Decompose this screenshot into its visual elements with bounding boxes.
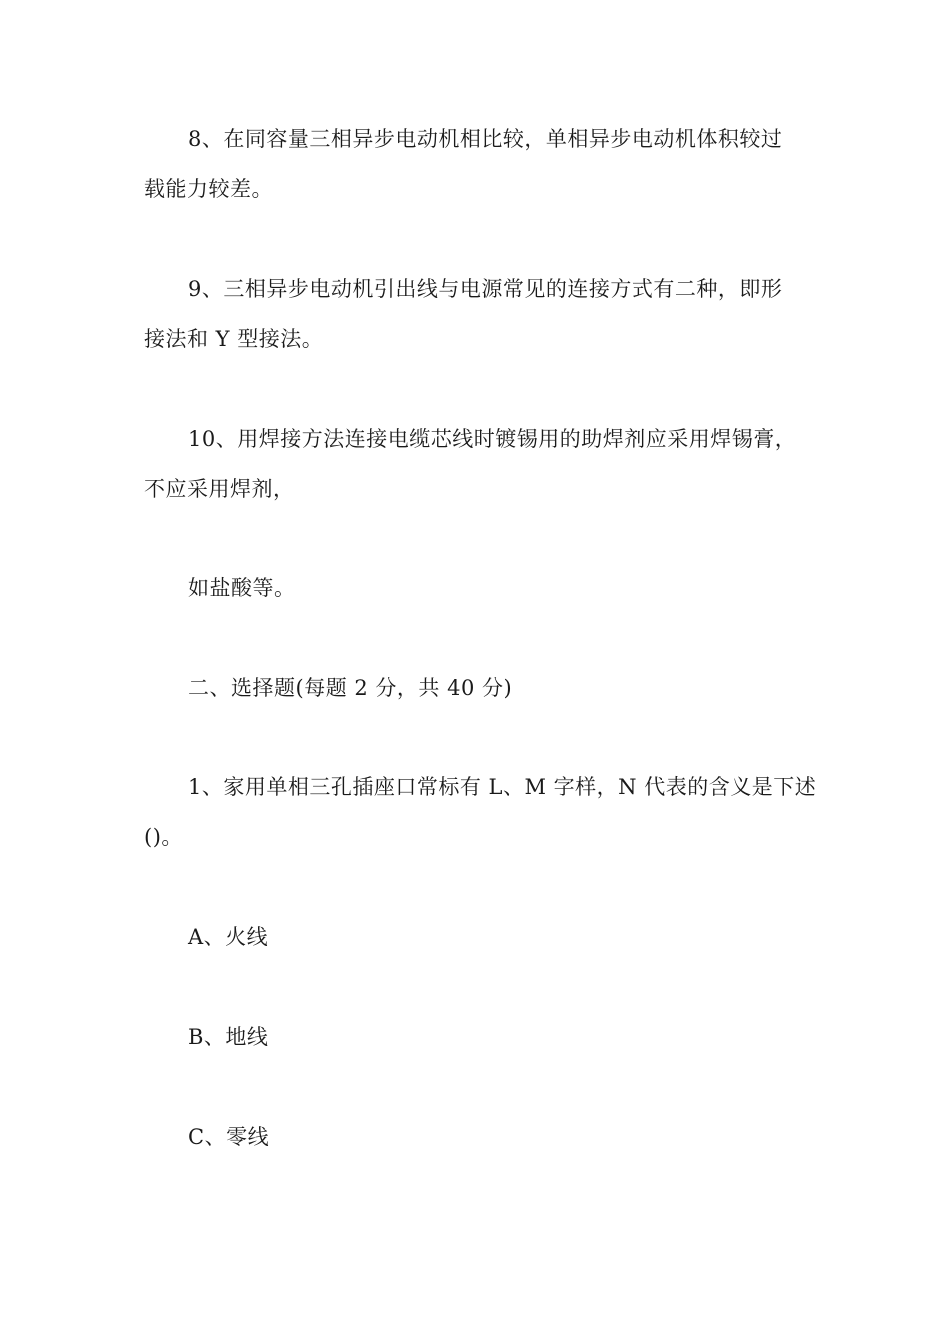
- option-a: A、火线: [188, 925, 269, 949]
- section-heading: 二、选择题(每题 2 分，共 40 分): [188, 676, 513, 700]
- q10-line-1: 10、用焊接方法连接电缆芯线时镀锡用的助焊剂应采用焊锡膏，: [188, 427, 797, 451]
- q8-line-2: 载能力较差。: [144, 177, 273, 201]
- mc1-question-line-2: ()。: [144, 825, 183, 849]
- option-b: B、地线: [188, 1025, 269, 1049]
- q9-line-2: 接法和 Y 型接法。: [144, 327, 324, 351]
- option-c: C、零线: [188, 1125, 270, 1149]
- q10-line-2: 不应采用焊剂，: [144, 477, 295, 501]
- q8-line-1: 8、在同容量三相异步电动机相比较，单相异步电动机体积较过: [188, 127, 783, 151]
- mc1-question-line-1: 1、家用单相三孔插座口常标有 L、M 字样，N 代表的含义是下述: [188, 775, 817, 799]
- q9-line-1: 9、三相异步电动机引出线与电源常见的连接方式有二种，即形: [188, 277, 783, 301]
- q10-continuation: 如盐酸等。: [188, 576, 296, 600]
